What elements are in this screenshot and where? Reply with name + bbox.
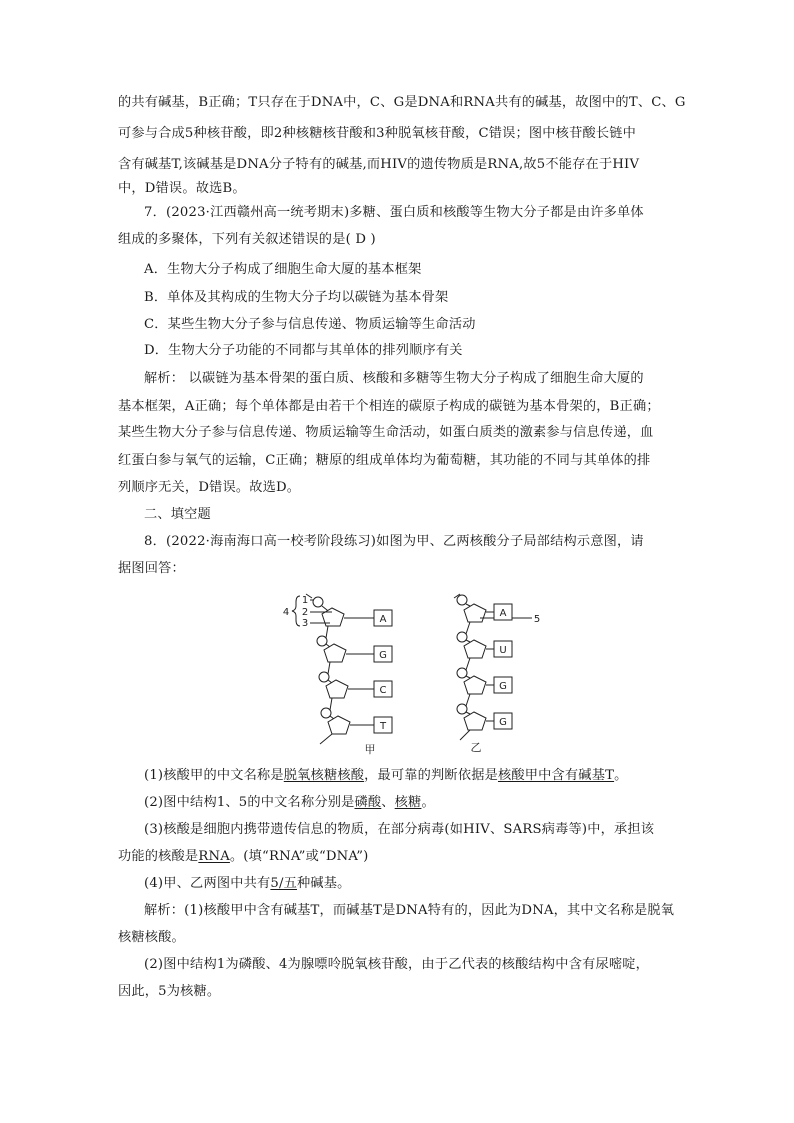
base-label: T — [379, 721, 387, 732]
sub-question-3: 功能的核酸是RNA。(填“RNA”或“DNA”) — [118, 849, 369, 864]
base-boxes-jia — [374, 610, 392, 733]
base-label: A — [379, 614, 387, 625]
answer-blank: 核酸甲中含有碱基T — [497, 768, 615, 783]
question-8-stem: 8．(2022·海南海口高一校考阶段练习)如图为甲、乙两核酸分子局部结构示意图，请 — [144, 534, 644, 549]
part-number: 3 — [301, 618, 309, 629]
base-label: G — [499, 717, 507, 728]
question-7-stem: 7．(2023·江西赣州高一统考期末)多糖、蛋白质和核酸等生物大分子都是由许多单体 — [144, 205, 644, 220]
option-b: B．单体及其构成的生物大分子均以碳链为基本骨架 — [144, 290, 449, 305]
base-label: A — [499, 608, 507, 619]
figure-caption-yi: 乙 — [470, 741, 482, 754]
question-7-stem: 组成的多聚体，下列有关叙述错误的是( D ) — [118, 232, 376, 247]
analysis-line: 解析：(1)核酸甲中含有碱基T，而碱基T是DNA特有的，因此为DNA，其中文名称是脱氧 — [144, 903, 675, 918]
nucleic-acid-figure — [270, 588, 560, 758]
answer-blank: 脱氧核糖核酸 — [283, 768, 365, 783]
explanation-line: 红蛋白参与氧气的运输，C正确；糖原的组成单体均为葡萄糖，其功能的不同与其单体的排 — [118, 453, 651, 468]
base-label: G — [379, 650, 387, 661]
text-line: 可参与合成5种核苷酸，即2种核糖核苷酸和3种脱氧核苷酸，C错误；图中核苷酸长链中 — [118, 126, 637, 141]
base-boxes-yi — [494, 604, 512, 729]
sub-question-4: (4)甲、乙两图中共有5/五种碱基。 — [144, 876, 351, 891]
sub-question-2: (2)图中结构1、5的中文名称分别是磷酸、核糖。 — [144, 795, 435, 810]
analysis-line: 因此，5为核糖。 — [118, 984, 221, 999]
base-label: U — [499, 645, 507, 656]
option-d: D．生物大分子功能的不同都与其单体的排列顺序有关 — [144, 343, 463, 358]
answer-blank: RNA — [198, 849, 230, 864]
answer-blank: 5/五 — [270, 876, 298, 891]
part-number: 2 — [301, 607, 309, 618]
sub-question-3: (3)核酸是细胞内携带遗传信息的物质，在部分病毒(如HIV、SARS病毒等)中，承担该 — [144, 822, 655, 837]
figure-caption-jia: 甲 — [364, 743, 376, 756]
text-line: 中，D错误。故选B。 — [118, 181, 246, 196]
part-number: 1 — [301, 595, 309, 606]
explanation-line: 某些生物大分子参与信息传递、物质运输等生命活动，如蛋白质类的激素参与信息传递，血 — [118, 425, 654, 440]
answer-blank: 核糖 — [394, 795, 422, 810]
option-a: A．生物大分子构成了细胞生命大厦的基本框架 — [144, 262, 422, 277]
base-label: C — [379, 685, 387, 696]
strand-yi — [454, 594, 532, 740]
option-c: C．某些生物大分子参与信息传递、物质运输等生命活动 — [144, 317, 476, 332]
analysis-line: (2)图中结构1为磷酸、4为腺嘌呤脱氧核苷酸，由于乙代表的核酸结构中含有尿嘧啶， — [144, 957, 650, 972]
bracket-number: 4 — [282, 607, 290, 618]
explanation-line: 解析： 以碳链为基本骨架的蛋白质、核酸和多糖等生物大分子构成了细胞生命大厦的 — [144, 371, 644, 386]
question-8-stem: 据图回答： — [118, 561, 185, 576]
answer-blank: 磷酸 — [354, 795, 382, 810]
explanation-line: 基本框架，A正确；每个单体都是由若干个相连的碳原子构成的碳链为基本骨架的，B正确； — [118, 399, 660, 414]
base-label: G — [499, 681, 507, 692]
pointer-number: 5 — [533, 614, 541, 625]
explanation-line: 列顺序无关，D错误。故选D。 — [118, 480, 301, 495]
sub-question-1: (1)核酸甲的中文名称是脱氧核糖核酸，最可靠的判断依据是核酸甲中含有碱基T。 — [144, 768, 628, 783]
analysis-line: 核糖核酸。 — [118, 930, 185, 945]
section-heading: 二、填空题 — [144, 507, 211, 522]
text-line: 的共有碱基，B正确；T只存在于DNA中，C、G是DNA和RNA共有的碱基，故图中的T、C、G — [118, 95, 686, 110]
text-line: 含有碱基T,该碱基是DNA分子特有的碱基,而HIV的遗传物质是RNA,故5不能存在于HIV — [118, 157, 640, 172]
